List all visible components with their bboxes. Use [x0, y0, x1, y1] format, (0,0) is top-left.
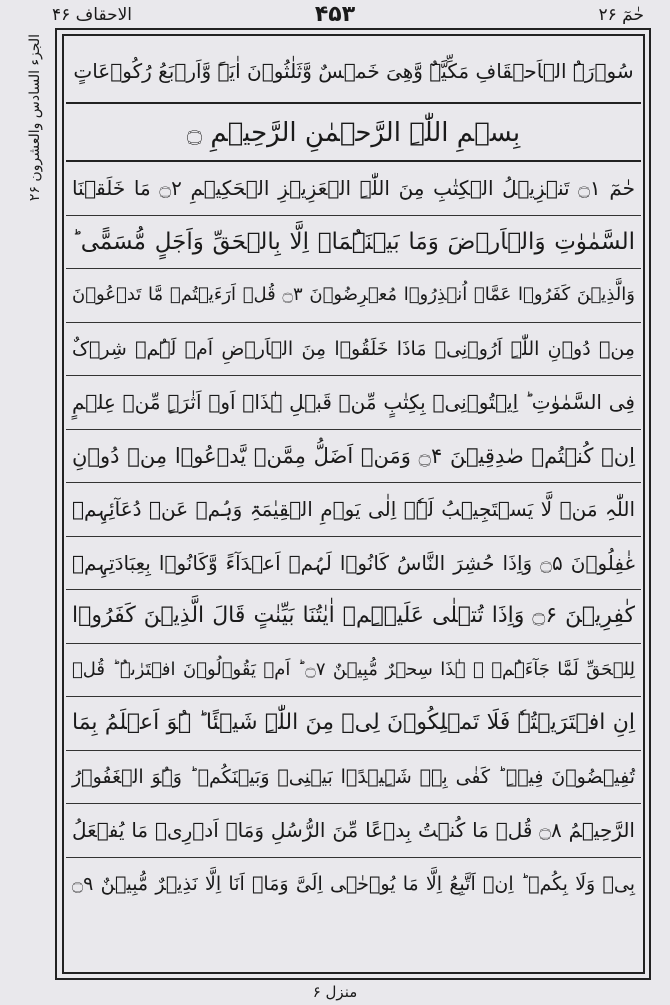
side-margin-note — [20, 34, 50, 974]
verse-line: حٰمٓ ۝۱ تَنۡزِیۡلُ الۡکِتٰبِ مِنَ اللّٰہِ الۡعَزِیۡزِ الۡحَکِیۡمِ ۝۲ مَا خَلَقۡنَا — [66, 162, 641, 216]
verse-line: کٰفِرِیۡنَ ۝۶ وَاِذَا تُتۡلٰی عَلَیۡہِمۡ اٰیٰتُنَا بَیِّنٰتٍ قَالَ الَّذِیۡنَ کَفَرُوۡا — [66, 590, 641, 644]
verse-line: فِی السَّمٰوٰتِ ؕ اِیۡتُوۡنِیۡ بِکِتٰبٍ مِّنۡ قَبۡلِ ہٰذَاۤ اَوۡ اَثٰرَۃٍ مِّنۡ عِلۡمٍ — [66, 376, 641, 430]
verse-line: اِنۡ کُنۡتُمۡ صٰدِقِیۡنَ ۝۴ وَمَنۡ اَضَلُّ مِمَّنۡ یَّدۡعُوۡا مِنۡ دُوۡنِ — [66, 430, 641, 484]
header-surah-name: الاحقاف ۴۶ — [52, 5, 132, 25]
page-number: ۴۵۳ — [314, 2, 356, 27]
verse-line: بِیۡ وَلَا بِکُمۡ ؕ اِنۡ اَتَّبِعُ اِلَّا مَا یُوۡحٰۤی اِلَیَّ وَمَاۤ اَنَا اِلَّا نَذِیۡرٌ مُّبِیۡنٌ ۝۹ — [72, 872, 635, 895]
verse-lines — [66, 162, 641, 911]
verse-line: اِنِ افۡتَرَیۡتُہٗ فَلَا تَمۡلِکُوۡنَ لِیۡ مِنَ اللّٰہِ شَیۡئًا ؕ ہُوَ اَعۡلَمُ بِمَا — [66, 697, 641, 751]
manzil-footer: منزل ۶ — [312, 983, 358, 1001]
verse-line: اللّٰہِ مَنۡ لَّا یَسۡتَجِیۡبُ لَہٗۤ اِلٰی یَوۡمِ الۡقِیٰمَۃِ وَہُمۡ عَنۡ دُعَآئِہِمۡ — [66, 483, 641, 537]
verse-line: تُفِیۡضُوۡنَ فِیۡہِ ؕ کَفٰی بِہٖ شَہِیۡدًۢا بَیۡنِیۡ وَبَیۡنَکُمۡ ؕ وَہُوَ الۡغَفُوۡرُ — [66, 751, 641, 805]
header-juz-name: حٰمٓ ۲۶ — [598, 5, 644, 25]
verse-line: وَالَّذِیۡنَ کَفَرُوۡا عَمَّاۤ اُنۡذِرُوۡا مُعۡرِضُوۡنَ ۝۳ قُلۡ اَرَءَیۡتُمۡ مَّا تَدۡعُوۡنَ — [66, 269, 641, 323]
side-note-text: الجزء السادس والعشرون ۲۶ — [27, 34, 43, 202]
verse-line: لِلۡحَقِّ لَمَّا جَآءَہُمۡ ۙ ہٰذَا سِحۡرٌ مُّبِیۡنٌ ۝۷ ؕ اَمۡ یَقُوۡلُوۡنَ افۡتَرٰىہُ ؕ قُلۡ — [66, 644, 641, 698]
verse-line: غٰفِلُوۡنَ ۝۵ وَاِذَا حُشِرَ النَّاسُ کَانُوۡا لَہُمۡ اَعۡدَآءً وَّکَانُوۡا بِعِبَادَتِہِمۡ — [66, 537, 641, 591]
surah-title: سُوۡرَۃُ الۡاَحۡقَافِ مَکِّیَّۃٌ وَّھِیَ خَمۡسٌ وَّثَلٰثُوۡنَ اٰیَۃً وَّاَرۡبَعُ رُکُوۡعَاتٍ — [73, 59, 634, 83]
verse-line: مِنۡ دُوۡنِ اللّٰہِ اَرُوۡنِیۡ مَاذَا خَلَقُوۡا مِنَ الۡاَرۡضِ اَمۡ لَہُمۡ شِرۡکٌ — [66, 323, 641, 377]
verse-line: الرَّحِیۡمُ ۝۸ قُلۡ مَا کُنۡتُ بِدۡعًا مِّنَ الرُّسُلِ وَمَاۤ اَدۡرِیۡ مَا یُفۡعَلُ — [66, 804, 641, 858]
bismillah-band — [66, 104, 641, 162]
bismillah: بِسۡمِ اللّٰہِ الرَّحۡمٰنِ الرَّحِیۡمِ ۝ — [186, 118, 521, 148]
surah-header-band — [66, 38, 641, 104]
verse-line: السَّمٰوٰتِ وَالۡاَرۡضَ وَمَا بَیۡنَہُمَاۤ اِلَّا بِالۡحَقِّ وَاَجَلٍ مُّسَمًّی ؕ — [66, 216, 641, 270]
